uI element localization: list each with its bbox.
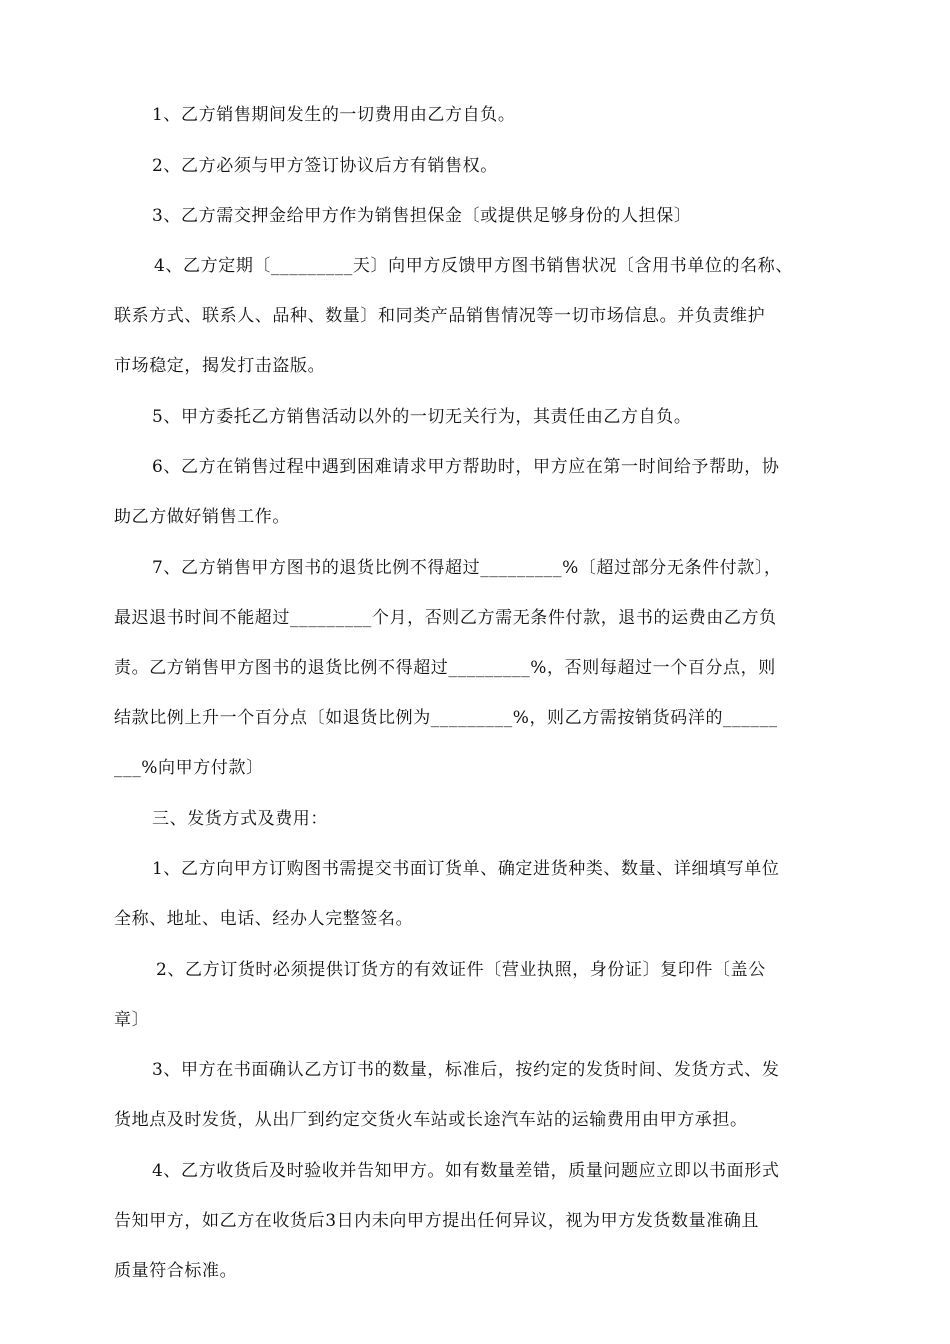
clause-4-line-3: 市场稳定，揭发打击盗版。 bbox=[114, 356, 326, 376]
clause-6-line-1: 6、乙方在销售过程中遇到困难请求甲方帮助时，甲方应在第一时间给予帮助，协 bbox=[152, 457, 780, 477]
clause-7-line-3: 责。乙方销售甲方图书的退货比例不得超过_________%，否则每超过一个百分点，则 bbox=[114, 658, 776, 678]
clause-7-line-2: 最迟退书时间不能超过_________个月，否则乙方需无条件付款，退书的运费由乙方负 bbox=[114, 608, 777, 628]
clause-4-line-1: 4、乙方定期〔_________天〕向甲方反馈甲方图书销售状况〔含用书单位的名称、 bbox=[154, 256, 793, 276]
clause-7-line-5: ___%向甲方付款〕 bbox=[114, 758, 264, 778]
shipping-clause-4-line-2: 告知甲方，如乙方在收货后3日内未向甲方提出任何异议，视为甲方发货数量准确且 bbox=[114, 1211, 760, 1231]
clause-4-line-2: 联系方式、联系人、品种、数量〕和同类产品销售情况等一切市场信息。并负责维护 bbox=[114, 306, 766, 326]
shipping-clause-1-line-1: 1、乙方向甲方订购图书需提交书面订货单、确定进货种类、数量、详细填写单位 bbox=[152, 859, 780, 879]
shipping-clause-4-line-3: 质量符合标准。 bbox=[114, 1261, 238, 1281]
section-3-heading: 三、发货方式及费用： bbox=[152, 809, 328, 829]
clause-5-line: 5、甲方委托乙方销售活动以外的一切无关行为，其责任由乙方自负。 bbox=[152, 407, 692, 427]
clause-3-line: 3、乙方需交押金给甲方作为销售担保金〔或提供足够身份的人担保〕 bbox=[152, 206, 692, 226]
shipping-clause-1-line-2: 全称、地址、电话、经办人完整签名。 bbox=[114, 909, 414, 929]
shipping-clause-3-line-2: 货地点及时发货，从出厂到约定交货火车站或长途汽车站的运输费用由甲方承担。 bbox=[114, 1110, 748, 1130]
shipping-clause-2-line-1: 2、乙方订货时必须提供订货方的有效证件〔营业执照，身份证〕复印件〔盖公 bbox=[156, 960, 766, 980]
shipping-clause-2-line-2: 章〕 bbox=[114, 1010, 150, 1030]
shipping-clause-4-line-1: 4、乙方收货后及时验收并告知甲方。如有数量差错，质量问题应立即以书面形式 bbox=[152, 1161, 780, 1181]
clause-2-line: 2、乙方必须与甲方签订协议后方有销售权。 bbox=[152, 156, 498, 176]
clause-7-line-1: 7、乙方销售甲方图书的退货比例不得超过_________%〔超过部分无条件付款〕， bbox=[152, 558, 782, 578]
clause-1-line: 1、乙方销售期间发生的一切费用由乙方自负。 bbox=[152, 105, 516, 125]
clause-6-line-2: 助乙方做好销售工作。 bbox=[114, 507, 290, 527]
shipping-clause-3-line-1: 3、甲方在书面确认乙方订书的数量，标准后，按约定的发货时间、发货方式、发 bbox=[152, 1060, 780, 1080]
clause-7-line-4: 结款比例上升一个百分点〔如退货比例为_________%，则乙方需按销货码洋的______ bbox=[114, 708, 778, 728]
